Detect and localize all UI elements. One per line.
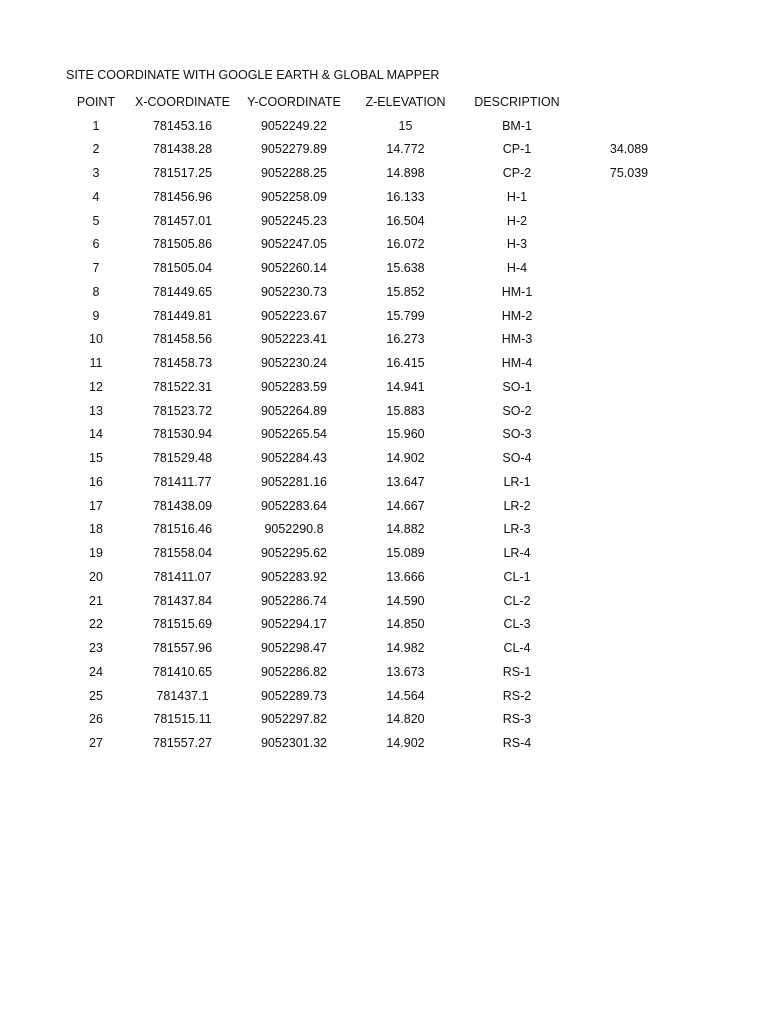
- cell-y-coordinate: 9052230.73: [260, 284, 328, 299]
- cell-y-coordinate: 9052288.25: [260, 166, 328, 181]
- table-row: [60, 256, 680, 280]
- table-row: [60, 328, 680, 352]
- table-row: [60, 351, 680, 375]
- table-row: [60, 375, 680, 399]
- cell-z-elevation: 14.667: [386, 498, 425, 513]
- table-row: [60, 233, 680, 257]
- cell-point: 26: [89, 712, 103, 727]
- cell-description: H-4: [506, 261, 528, 276]
- cell-y-coordinate: 9052294.17: [260, 617, 328, 632]
- cell-y-coordinate: 9052223.41: [260, 332, 328, 347]
- cell-point: 14: [89, 427, 103, 442]
- cell-y-coordinate: 9052295.62: [260, 546, 328, 561]
- cell-z-elevation: 13.666: [386, 569, 425, 584]
- table-row: [60, 470, 680, 494]
- cell-x-coordinate: 781449.65: [152, 284, 213, 299]
- cell-y-coordinate: 9052290.8: [264, 522, 324, 537]
- table-row: [60, 708, 680, 732]
- cell-description: LR-1: [503, 474, 531, 489]
- cell-z-elevation: 15: [398, 118, 413, 133]
- cell-point: 9: [92, 308, 100, 323]
- cell-point: 23: [89, 641, 103, 656]
- table-row: [60, 399, 680, 423]
- cell-description: RS-2: [502, 688, 532, 703]
- cell-description: HM-4: [501, 356, 533, 371]
- cell-y-coordinate: 9052283.64: [260, 498, 328, 513]
- cell-description: HM-2: [501, 308, 533, 323]
- cell-x-coordinate: 781515.11: [153, 712, 212, 727]
- cell-x-coordinate: 781557.96: [152, 641, 213, 656]
- cell-x-coordinate: 781517.25: [152, 166, 213, 181]
- cell-point: 10: [89, 332, 103, 347]
- cell-point: 27: [89, 736, 103, 751]
- cell-z-elevation: 13.647: [386, 474, 425, 489]
- table-row: [60, 589, 680, 613]
- coordinate-table: [60, 90, 680, 755]
- cell-point: 13: [89, 403, 103, 418]
- table-row: [60, 636, 680, 660]
- cell-point: 4: [92, 189, 100, 204]
- cell-description: LR-2: [503, 498, 531, 513]
- cell-z-elevation: 16.504: [386, 213, 425, 228]
- cell-y-coordinate: 9052249.22: [260, 118, 328, 133]
- cell-z-elevation: 14.820: [386, 712, 425, 727]
- cell-y-coordinate: 9052297.82: [260, 712, 328, 727]
- cell-x-coordinate: 781456.96: [152, 189, 213, 204]
- cell-point: 16: [89, 474, 103, 489]
- cell-y-coordinate: 9052286.82: [260, 664, 328, 679]
- cell-y-coordinate: 9052283.92: [260, 569, 328, 584]
- table-row: [60, 423, 680, 447]
- cell-point: 6: [92, 237, 100, 252]
- cell-x-coordinate: 781457.01: [152, 213, 213, 228]
- cell-x-coordinate: 781558.04: [152, 546, 213, 561]
- cell-y-coordinate: 9052258.09: [260, 189, 328, 204]
- cell-point: 18: [89, 522, 103, 537]
- cell-x-coordinate: 781437.84: [152, 593, 213, 608]
- cell-z-elevation: 15.089: [386, 546, 425, 561]
- cell-description: CL-2: [503, 593, 531, 608]
- cell-y-coordinate: 9052286.74: [260, 593, 328, 608]
- cell-y-coordinate: 9052279.89: [260, 142, 328, 157]
- cell-description: CP-2: [502, 166, 532, 181]
- cell-description: LR-4: [503, 546, 531, 561]
- cell-point: 3: [92, 166, 100, 181]
- table-row: [60, 185, 680, 209]
- cell-y-coordinate: 9052265.54: [260, 427, 328, 442]
- cell-point: 21: [89, 593, 103, 608]
- cell-y-coordinate: 9052230.24: [260, 356, 328, 371]
- cell-description: CL-3: [503, 617, 531, 632]
- table-row: [60, 161, 680, 185]
- cell-point: 8: [92, 284, 100, 299]
- cell-description: CL-4: [503, 641, 531, 656]
- cell-y-coordinate: 9052283.59: [260, 379, 328, 394]
- table-row: [60, 446, 680, 470]
- cell-z-elevation: 15.638: [386, 261, 425, 276]
- cell-z-elevation: 15.883: [386, 403, 425, 418]
- cell-y-coordinate: 9052289.73: [260, 688, 328, 703]
- sheet-title: SITE COORDINATE WITH GOOGLE EARTH & GLOBAL MAPPER: [66, 68, 440, 82]
- cell-description: RS-1: [502, 664, 532, 679]
- table-row: [60, 565, 680, 589]
- cell-y-coordinate: 9052284.43: [260, 451, 328, 466]
- cell-y-coordinate: 9052264.89: [260, 403, 328, 418]
- cell-description: RS-4: [502, 736, 532, 751]
- cell-y-coordinate: 9052260.14: [260, 261, 328, 276]
- cell-y-coordinate: 9052247.05: [260, 237, 328, 252]
- cell-point: 25: [89, 688, 103, 703]
- cell-description: H-3: [506, 237, 528, 252]
- cell-z-elevation: 15.960: [386, 427, 425, 442]
- cell-description: LR-3: [503, 522, 531, 537]
- cell-description: H-2: [506, 213, 528, 228]
- cell-description: SO-1: [502, 379, 532, 394]
- cell-y-coordinate: 9052298.47: [260, 641, 328, 656]
- cell-x-coordinate: 781438.28: [152, 142, 213, 157]
- cell-z-elevation: 14.898: [386, 166, 425, 181]
- cell-description: SO-4: [502, 451, 532, 466]
- cell-point: 1: [92, 118, 100, 133]
- header-point: POINT: [76, 94, 116, 109]
- cell-z-elevation: 14.882: [386, 522, 425, 537]
- cell-y-coordinate: 9052301.32: [260, 736, 328, 751]
- table-row: [60, 114, 680, 138]
- cell-z-elevation: 14.564: [386, 688, 425, 703]
- cell-x-coordinate: 781458.56: [152, 332, 213, 347]
- cell-point: 24: [89, 664, 103, 679]
- table-row: [60, 613, 680, 637]
- table-row: [60, 541, 680, 565]
- cell-x-coordinate: 781437.1: [156, 688, 209, 703]
- table-row: [60, 138, 680, 162]
- cell-description: HM-3: [501, 332, 533, 347]
- cell-x-coordinate: 781438.09: [152, 498, 213, 513]
- cell-description: HM-1: [501, 284, 533, 299]
- cell-extra-value: 75.039: [609, 166, 649, 181]
- cell-x-coordinate: 781522.31: [152, 379, 213, 394]
- cell-z-elevation: 14.902: [386, 451, 425, 466]
- cell-x-coordinate: 781411.77: [153, 474, 212, 489]
- cell-description: CL-1: [503, 569, 531, 584]
- table-row: [60, 494, 680, 518]
- cell-x-coordinate: 781458.73: [152, 356, 213, 371]
- cell-description: SO-2: [502, 403, 532, 418]
- cell-point: 19: [89, 546, 103, 561]
- cell-x-coordinate: 781516.46: [152, 522, 213, 537]
- cell-x-coordinate: 781530.94: [152, 427, 213, 442]
- cell-z-elevation: 14.941: [386, 379, 425, 394]
- cell-description: H-1: [506, 189, 528, 204]
- cell-point: 12: [89, 379, 103, 394]
- table-row: [60, 518, 680, 542]
- table-row: [60, 731, 680, 755]
- cell-z-elevation: 14.590: [386, 593, 425, 608]
- cell-x-coordinate: 781410.65: [152, 664, 213, 679]
- cell-z-elevation: 14.772: [386, 142, 425, 157]
- cell-z-elevation: 13.673: [386, 664, 425, 679]
- cell-point: 7: [92, 261, 100, 276]
- cell-y-coordinate: 9052281.16: [260, 474, 328, 489]
- cell-point: 5: [92, 213, 100, 228]
- table-header-row: [60, 90, 680, 114]
- header-x-coordinate: X-COORDINATE: [135, 94, 230, 109]
- cell-description: RS-3: [502, 712, 532, 727]
- cell-x-coordinate: 781505.86: [152, 237, 213, 252]
- cell-description: CP-1: [502, 142, 532, 157]
- cell-z-elevation: 14.982: [386, 641, 425, 656]
- cell-x-coordinate: 781411.07: [153, 569, 212, 584]
- cell-point: 22: [89, 617, 103, 632]
- cell-x-coordinate: 781529.48: [152, 451, 213, 466]
- cell-point: 2: [92, 142, 100, 157]
- cell-x-coordinate: 781557.27: [152, 736, 213, 751]
- cell-y-coordinate: 9052223.67: [260, 308, 328, 323]
- cell-point: 15: [89, 451, 103, 466]
- table-row: [60, 684, 680, 708]
- cell-extra-value: 34.089: [609, 142, 649, 157]
- cell-x-coordinate: 781505.04: [152, 261, 213, 276]
- cell-x-coordinate: 781515.69: [152, 617, 213, 632]
- table-row: [60, 209, 680, 233]
- cell-y-coordinate: 9052245.23: [260, 213, 328, 228]
- table-row: [60, 660, 680, 684]
- cell-x-coordinate: 781449.81: [152, 308, 213, 323]
- cell-x-coordinate: 781453.16: [152, 118, 213, 133]
- table-body: [60, 114, 680, 755]
- cell-point: 11: [89, 356, 103, 371]
- cell-z-elevation: 16.273: [386, 332, 425, 347]
- cell-z-elevation: 14.902: [386, 736, 425, 751]
- cell-z-elevation: 15.852: [386, 284, 425, 299]
- cell-z-elevation: 16.415: [386, 356, 425, 371]
- table-row: [60, 304, 680, 328]
- cell-z-elevation: 15.799: [386, 308, 425, 323]
- header-description: DESCRIPTION: [474, 94, 560, 109]
- cell-point: 20: [89, 569, 103, 584]
- header-z-elevation: Z-ELEVATION: [365, 94, 446, 109]
- cell-z-elevation: 16.072: [386, 237, 425, 252]
- table-row: [60, 280, 680, 304]
- cell-z-elevation: 14.850: [386, 617, 425, 632]
- cell-z-elevation: 16.133: [386, 189, 425, 204]
- header-y-coordinate: Y-COORDINATE: [247, 94, 341, 109]
- cell-description: BM-1: [502, 118, 532, 133]
- cell-point: 17: [89, 498, 103, 513]
- cell-description: SO-3: [502, 427, 532, 442]
- cell-x-coordinate: 781523.72: [152, 403, 213, 418]
